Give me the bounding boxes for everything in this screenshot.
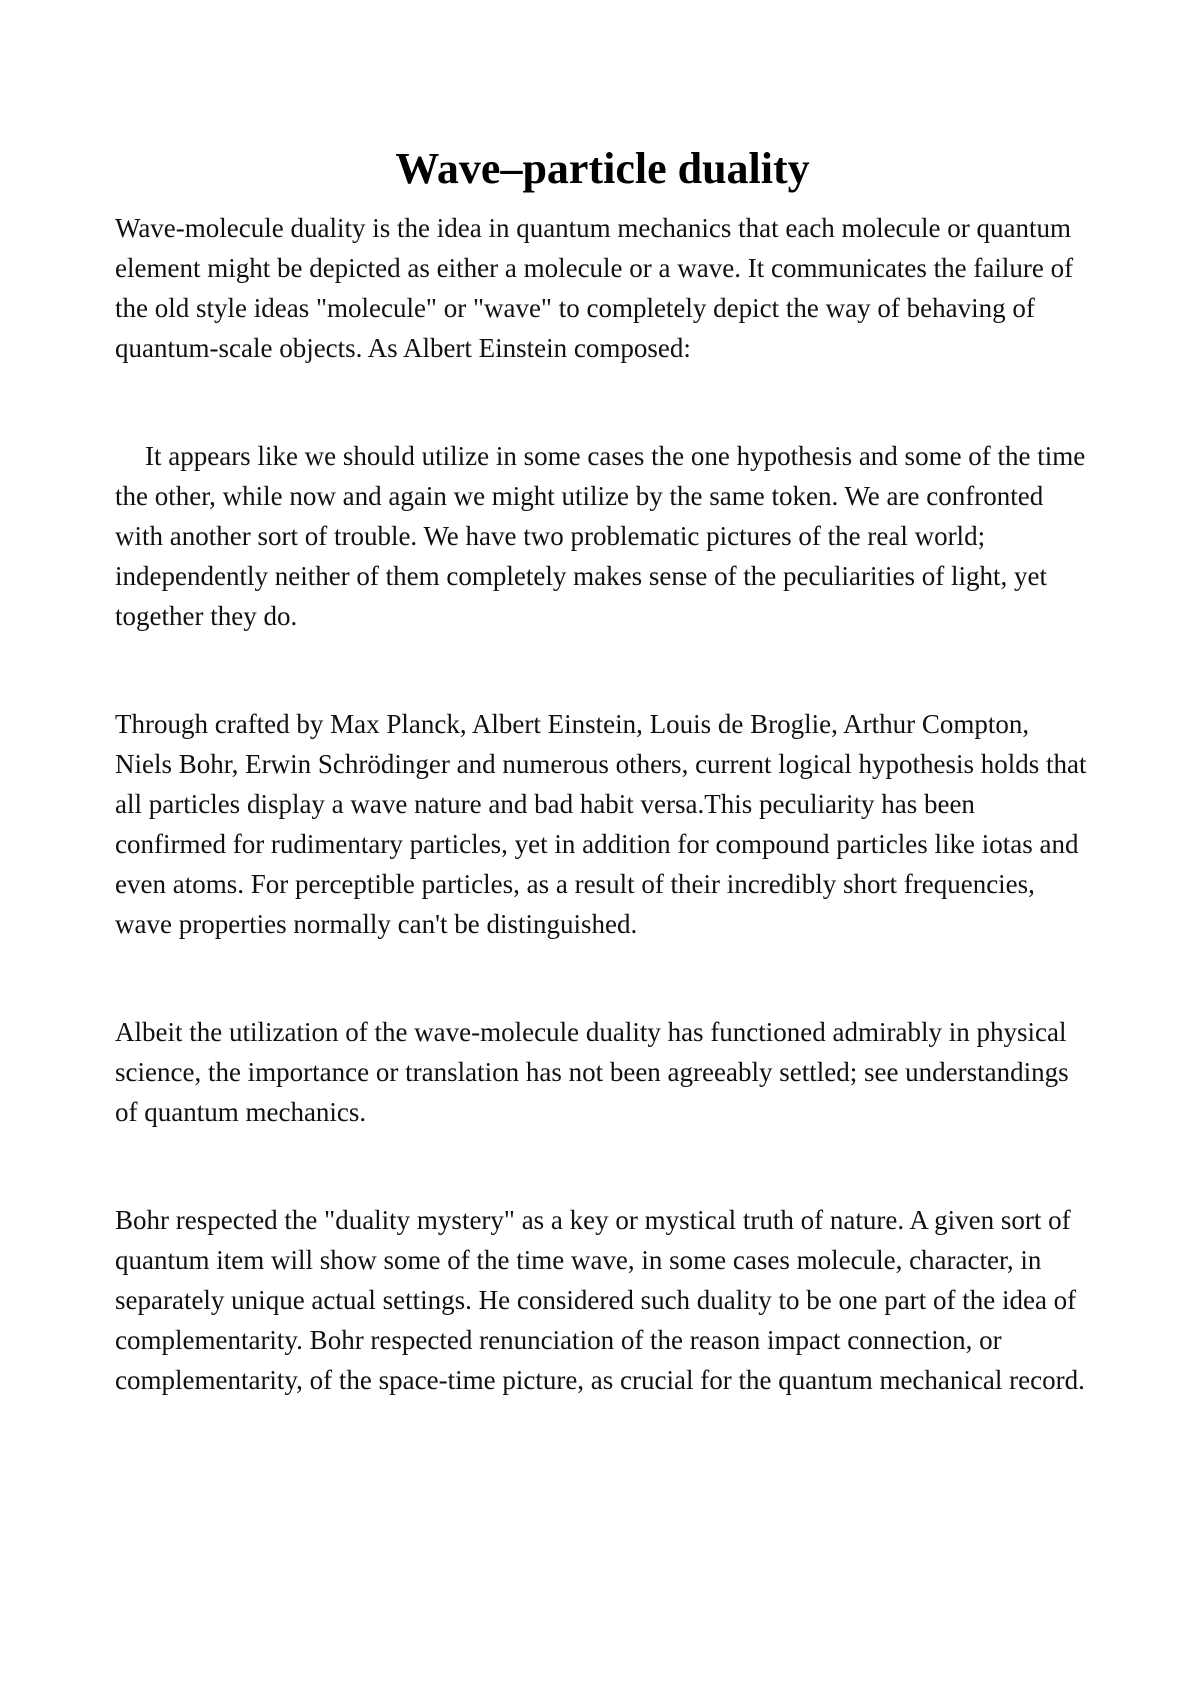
paragraph-intro: Wave-molecule duality is the idea in quantum mechanics that each molecule or quantum element might be depicted as either a molecule or a wave. It communicates the failure of the old style ideas "molecule" or "wave" to completely depict the way of behaving of quantum-scale objects. As Albert Einstein composed: [115, 213, 1074, 363]
paragraph-spacer [115, 368, 1090, 436]
paragraph-spacer [115, 944, 1090, 1012]
paragraph-interpretation: Albeit the utilization of the wave-molecule duality has functioned admirably in physical science, the importance or translation has not been agreeably settled; see understandings of quantum mechanics. [115, 1017, 1069, 1127]
paragraph-history: Through crafted by Max Planck, Albert Einstein, Louis de Broglie, Arthur Compton, Niels Bohr, Erwin Schrödinger and numerous others, current logical hypothesis holds that all particles display a wave nature and bad habit versa.This peculiarity has been confirmed for rudimentary particles, yet in addition for compound particles like iotas and even atoms. For perceptible particles, as a result of their incredibly short frequencies, wave properties normally can't be distinguished. [115, 709, 1087, 939]
paragraph-bohr: Bohr respected the "duality mystery" as a key or mystical truth of nature. A given sort of quantum item will show some of the time wave, in some cases molecule, character, in separately unique actual settings. He considered such duality to be one part of the idea of complementarity. Bohr respected renunciation of the reason impact connection, or complementarity, of the space-time picture, as crucial for the quantum mechanical record. [115, 1205, 1085, 1395]
paragraph-einstein-quote: It appears like we should utilize in some cases the one hypothesis and some of the time the other, while now and again we might utilize by the same token. We are confronted with another sort of trouble. We have two problematic pictures of the real world; independently neither of them completely makes sense of the peculiarities of light, yet together they do. [115, 441, 1086, 631]
document-body [115, 138, 1090, 1400]
paragraph-spacer [115, 636, 1090, 704]
page-title: Wave–particle duality [395, 144, 810, 193]
paragraph-spacer [115, 1132, 1090, 1200]
